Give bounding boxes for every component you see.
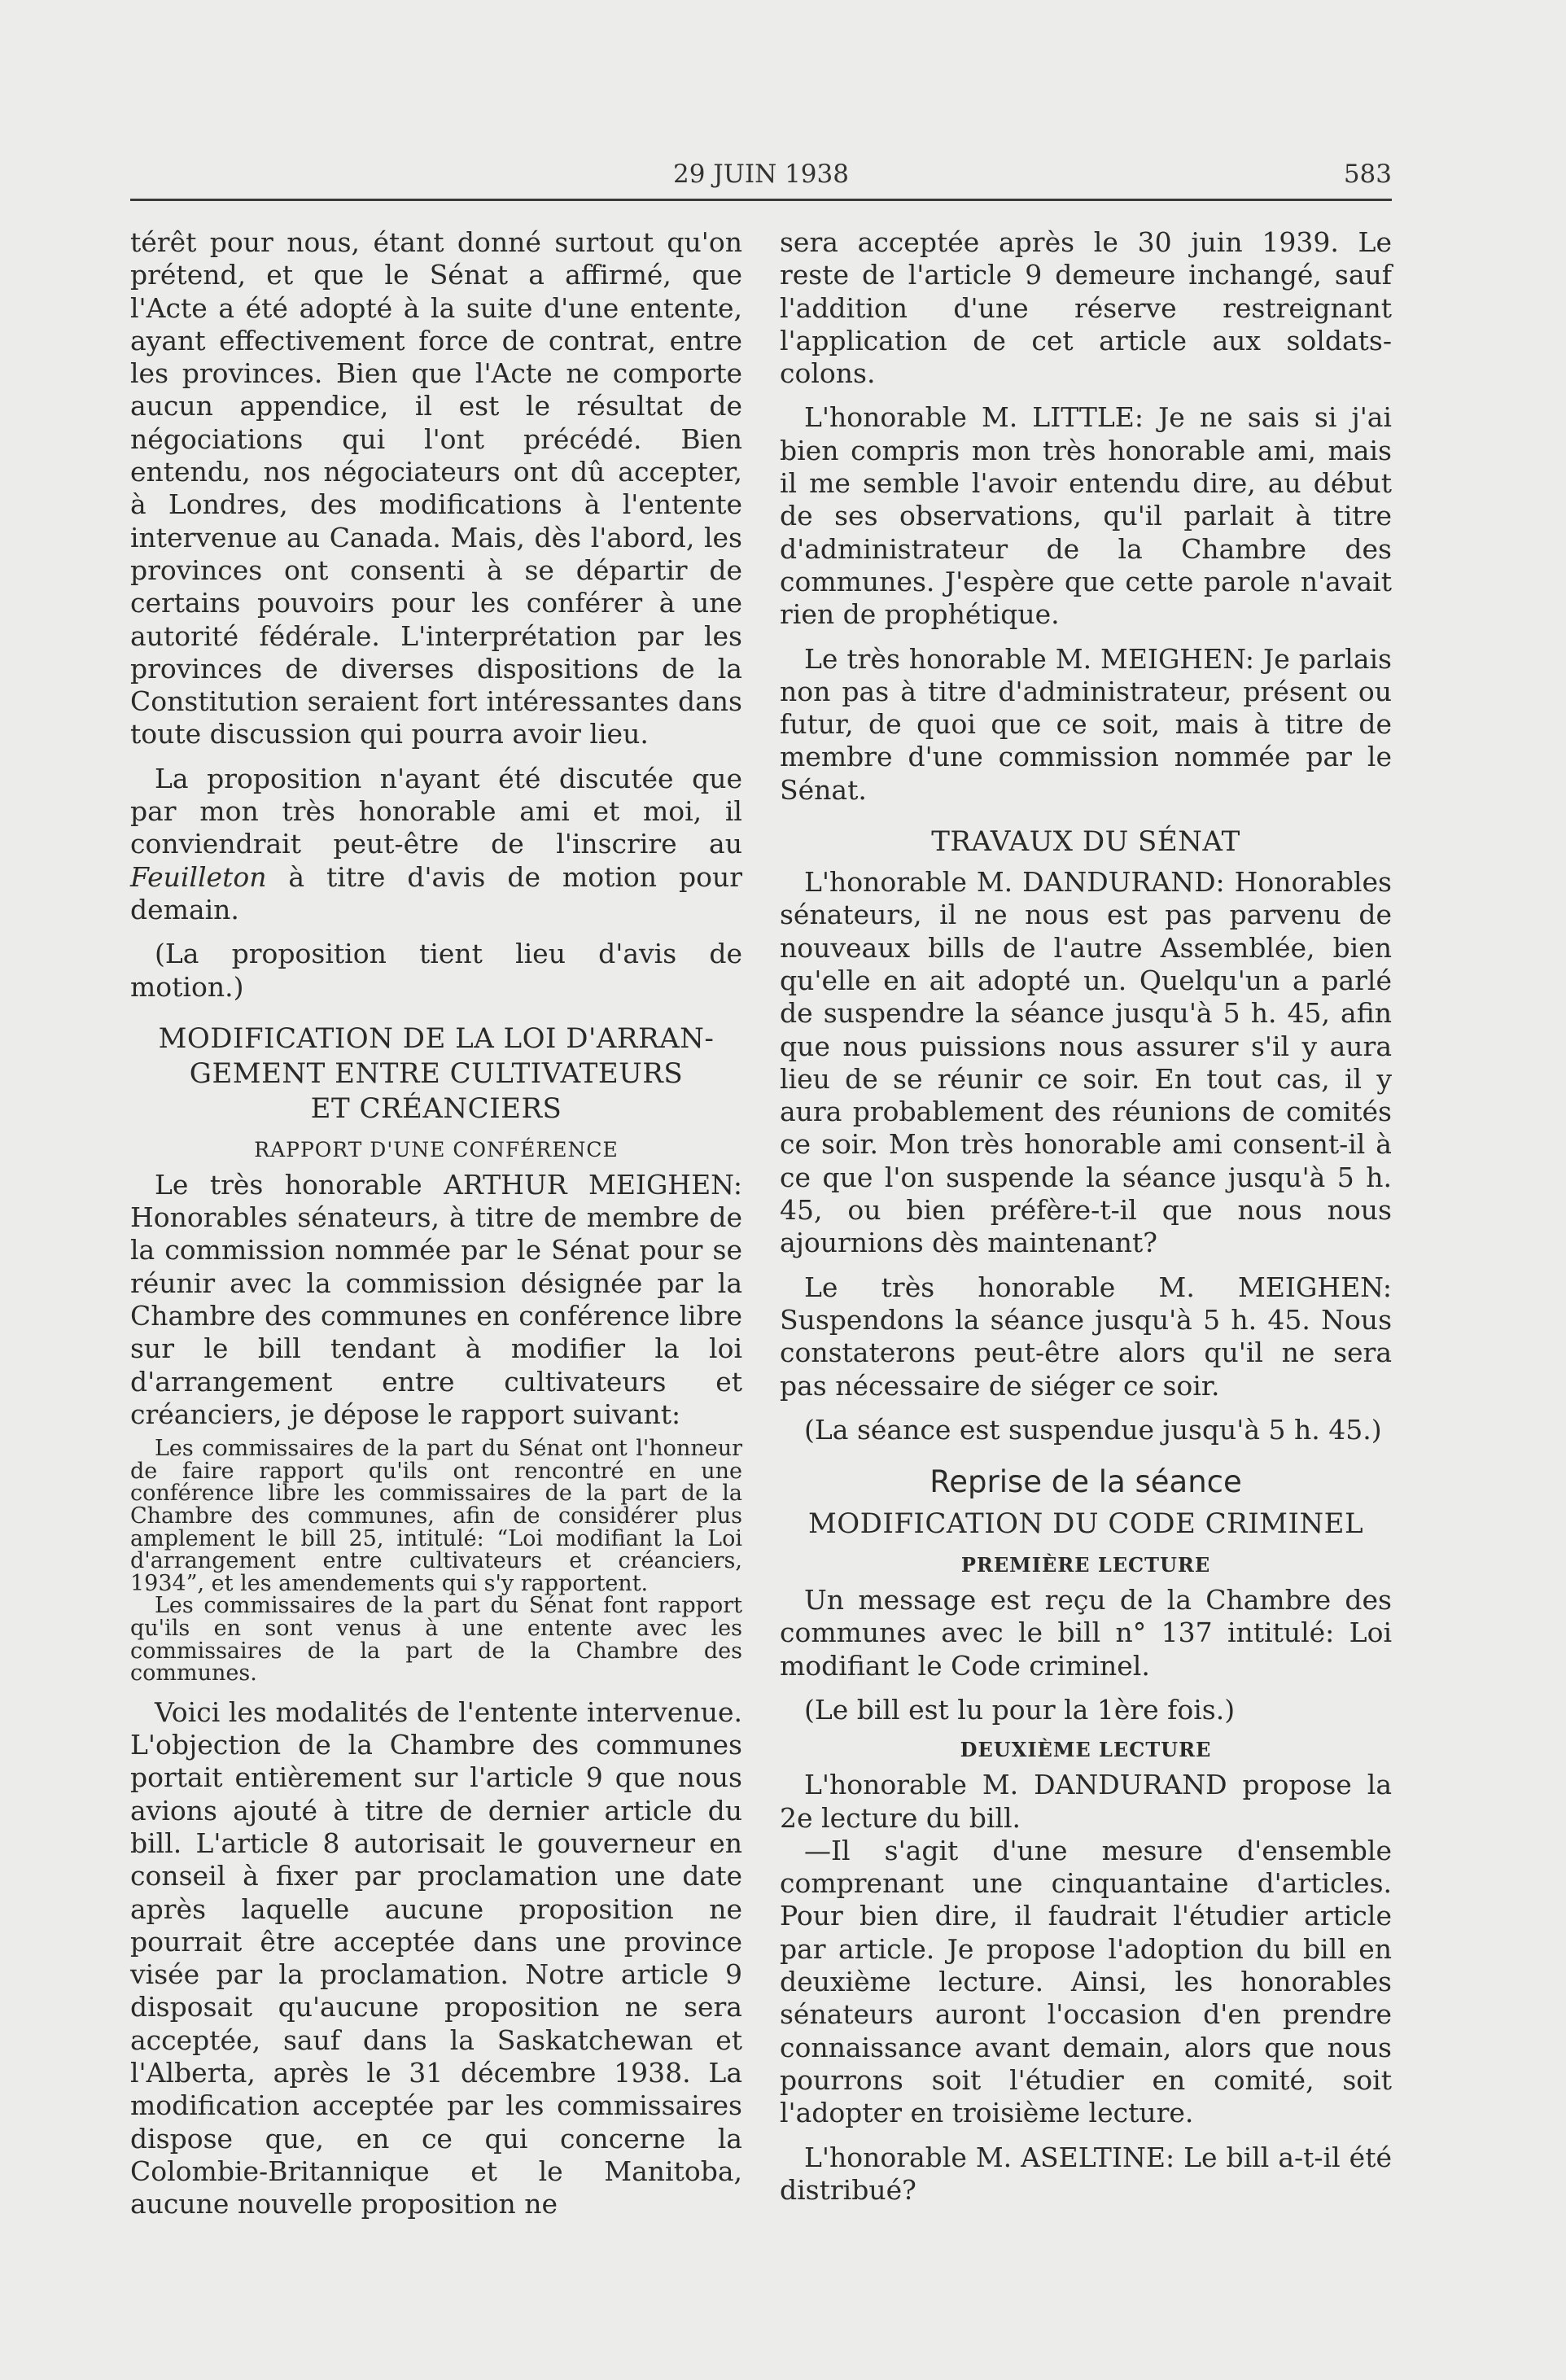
subheading-deuxieme-lecture: DEUXIÈME LECTURE xyxy=(960,1738,1212,1762)
quote-paragraph-2: Les commissaires de la part du Sénat font rapport qu'ils en sont venus à une entente avec les commissaires de la part de la Chambre des communes. xyxy=(130,1593,742,1687)
feuilleton-title: Feuilleton xyxy=(130,860,267,893)
page-header xyxy=(130,160,1392,192)
section-heading-reprise: Reprise de la séance xyxy=(930,1464,1242,1500)
paragraph-little: L'honorable M. LITTLE: Je ne sais si j'ai bien compris mon très honorable ami, mais il me semble l'avoir entendu dire, au début de ses observations, qu'il parlait à titre d'administrateur de la Chambre des communes. J'espère que cette parole n'avait rien de prophétique. xyxy=(780,401,1392,631)
paragraph-motion-note: (La proposition tient lieu d'avis de motion.) xyxy=(130,938,742,1003)
paragraph-dandurand: L'honorable M. DANDURAND: Honorables sénateurs, il ne nous est pas parvenu de nouveaux bills de l'autre Assemblée, bien qu'elle en ait adopté un. Quelqu'un a parlé de suspendre la séance jusqu'à 5 h. 45, afin que nous puissions nous assurer s'il y aura lieu de se réunir ce soir. En tout cas, il y aura probablement des réunions de comités ce soir. Mon très honorable ami consent-il à ce que l'on suspende la séance jusqu'à 5 h. 45, ou bien préfère-t-il que nous nous ajournions dès maintenant? xyxy=(780,866,1392,1259)
subheading-premiere-lecture: PREMIÈRE LECTURE xyxy=(960,1553,1211,1577)
right-column xyxy=(780,226,1392,2207)
paragraph-continued: térêt pour nous, étant donné surtout qu'on prétend, et que le Sénat a affirmé, que l'Acte a été adopté à la suite d'une entente, ayant effectivement force de contrat, entre les provinces. Bien que l'Acte ne comporte aucun appendice, il est le résultat de négociations qui l'ont précédé. Bien entendu, nos négociateurs ont dû accepter, à Londres, des modifications à l'entente intervenue au Canada. Mais, dès l'abord, les provinces ont consenti à se départir de certains pouvoirs pour les conférer à une autorité fédérale. L'interprétation par les provinces de diverses dispositions de la Constitution seraient fort intéressantes dans toute discussion qui pourra avoir lieu. xyxy=(130,226,742,750)
paragraph-continued-right: sera acceptée après le 30 juin 1939. Le reste de l'article 9 demeure inchangé, sauf l'addition d'une réserve restreignant l'application de cet article aux soldats-colons. xyxy=(780,226,1392,390)
subheading-rapport: RAPPORT D'UNE CONFÉRENCE xyxy=(254,1137,619,1162)
paragraph-message: Un message est reçu de la Chambre des communes avec le bill n° 137 intitulé: Loi modifiant le Code criminel. xyxy=(780,1584,1392,1682)
paragraph-meighen-reply: Le très honorable M. MEIGHEN: Je parlais non pas à titre d'administrateur, présent ou futur, de quoi que ce soit, mais à titre de membre d'une commission nommée par le Sénat. xyxy=(780,642,1392,806)
paragraph-modalites: Voici les modalités de l'entente intervenue. L'objection de la Chambre des communes portait entièrement sur l'article 9 que nous avions ajouté à titre de dernier article du bill. L'article 8 autorisait le gouverneur en conseil à fixer par proclamation une date après laquelle aucune proposition ne pourrait être acceptée dans une province visée par la proclamation. Notre article 9 disposait qu'aucune proposition ne sera acceptée, sauf dans la Saskatchewan et l'Alberta, après le 31 décembre 1938. La modification acceptée par les commissaires dispose que, en ce qui concerne la Colombie-Britannique et le Manitoba, aucune nouvelle proposition ne xyxy=(130,1695,742,2220)
paragraph-suspension-note: (La séance est suspendue jusqu'à 5 h. 45.) xyxy=(804,1413,1382,1446)
header-date: 29 JUIN 1938 xyxy=(673,160,849,189)
paragraph-meighen: Le très honorable ARTHUR MEIGHEN: Honorables sénateurs, à titre de membre de la commission nommée par le Sénat pour se réunir avec la commission désignée par la Chambre des communes en conférence libre sur le bill tendant à modifier la loi d'arrangement entre cultivateurs et créanciers, je dépose le rapport suivant: xyxy=(130,1168,742,1430)
paragraph-meighen-suspend: Le très honorable M. MEIGHEN: Suspendons la séance jusqu'à 5 h. 45. Nous constaterons peut-être alors qu'il ne sera pas nécessaire de siéger ce soir. xyxy=(780,1271,1392,1402)
section-heading-code-criminel: MODIFICATION DU CODE CRIMINEL xyxy=(807,1507,1364,1541)
report-quote xyxy=(130,1437,742,1685)
paragraph-first-reading-note: (Le bill est lu pour la 1ère fois.) xyxy=(804,1693,1236,1726)
paragraph-dandurand-propose: L'honorable M. DANDURAND propose la 2e lecture du bill. xyxy=(780,1769,1392,1834)
paragraph-proposition: La proposition n'ayant été discutée que par mon très honorable ami et moi, il conviendrait peut-être de l'inscrire au Feuilleton à titre d'avis de motion pour demain. xyxy=(130,762,742,925)
paragraph-aseltine: L'honorable M. ASELTINE: Le bill a-t-il été distribué? xyxy=(780,2141,1392,2206)
paragraph-mesure-ensemble: —Il s'agit d'une mesure d'ensemble comprenant une cinquantaine d'articles. Pour bien dire, il faudrait l'étudier article par article. Je propose l'adoption du bill en deuxième lecture. Ainsi, les honorables sénateurs auront l'occasion d'en prendre connaissance avant demain, alors que nous pourrons soit l'étudier en comité, soit l'adopter en troisième lecture. xyxy=(780,1834,1392,2129)
quote-paragraph-1: Les commissaires de la part du Sénat ont l'honneur de faire rapport qu'ils ont rencontré en une conférence libre les commissaires de la part de la Chambre des communes, afin de considérer plus amplement le bill 25, intitulé: “Loi modifiant la Loi d'arrangement entre cultivateurs et créanciers, 1934”, et les amendements qui s'y rapportent. xyxy=(130,1436,742,1596)
section-heading-modification-loi: MODIFICATION DE LA LOI D'ARRAN- GEMENT ENTRE CULTIVATEURS ET CRÉANCIERS xyxy=(158,1022,715,1125)
header-rule xyxy=(130,199,1392,201)
page-number: 583 xyxy=(1343,160,1392,189)
left-column xyxy=(130,226,742,2220)
section-heading-travaux: TRAVAUX DU SÉNAT xyxy=(931,825,1240,859)
